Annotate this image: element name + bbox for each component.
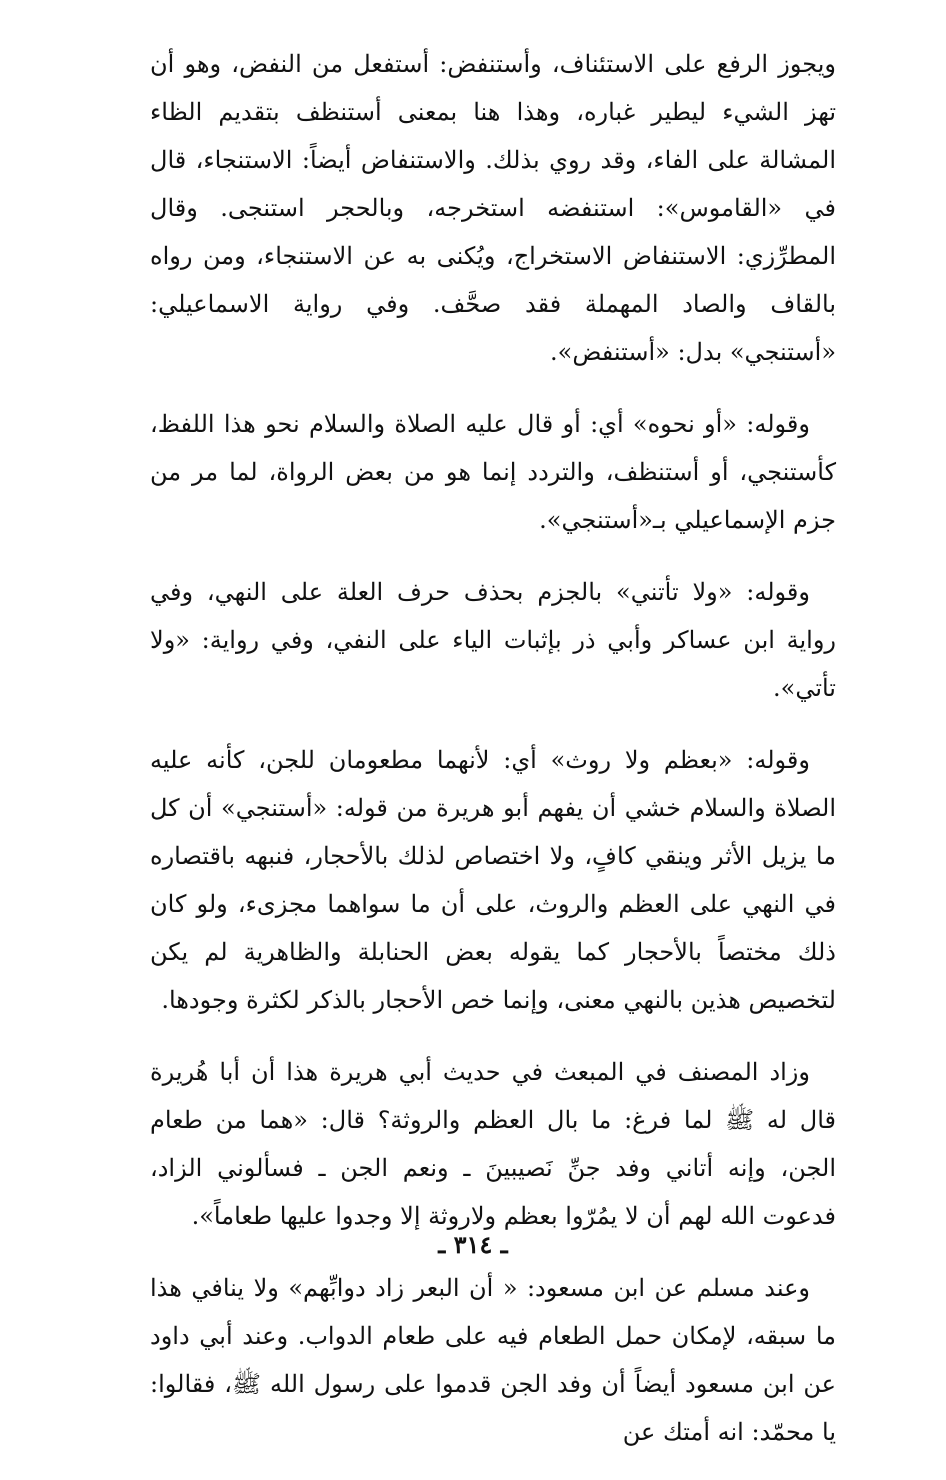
paragraph-6: وعند مسلم عن ابن مسعود: « أن البعر زاد دوابِّهم» ولا ينافي هذا ما سبقه، لإمكان حمل الطعام فيه على طعام الدواب. وعند أبي داود عن ابن مسعود أيضاً أن وفد الجن قدموا على رسول الله ﷺ، فقالوا: يا محمّد: انه أمتك عن <box>150 1274 836 1446</box>
body-text <box>150 40 836 1480</box>
paragraph-3: وقوله: «ولا تأتني» بالجزم بحذف حرف العلة على النهي، وفي رواية ابن عساكر وأبي ذر بإثبات الياء على النفي، وفي رواية: «ولا تأتي». <box>150 578 837 702</box>
paragraph-5: وزاد المصنف في المبعث في حديث أبي هريرة هذا أن أبا هُريرة قال له ﷺ لما فرغ: ما بال العظم والروثة؟ قال: «هما من طعام الجن، وإنه أتاني وفد جنِّ نَصيبينَ ـ ونعم الجن ـ فسألوني الزاد، فدعوت الله لهم أن لا يمُرّوا بعظم ولاروثة إلا وجدوا عليها طعاماً». <box>150 1058 836 1230</box>
paragraph-2: وقوله: «أو نحوه» أي: أو قال عليه الصلاة والسلام نحو هذا اللفظ، كأستنجي، أو أستنظف، والتردد إنما هو من بعض الرواة، لما مر من جزم الإسماعيلي بـ«أستنجي». <box>150 410 836 534</box>
paragraph-4: وقوله: «بعظم ولا روث» أي: لأنهما مطعومان للجن، كأنه عليه الصلاة والسلام خشي أن يفهم أبو هريرة من قوله: «أستنجي» أن كل ما يزيل الأثر وينقي كافٍ، ولا اختصاص لذلك بالأحجار، فنبهه باقتصاره في النهي على العظم والروث، على أن ما سواهما مجزىء، ولو كان ذلك مختصاً بالأحجار كما يقوله بعض الحنابلة والظاهرية لم يكن لتخصيص هذين بالنهي معنى، وإنما خص الأحجار بالذكر لكثرة وجودها. <box>150 746 837 1014</box>
page-number: ـ ٣١٤ ـ <box>438 1230 508 1259</box>
paragraph-1: ويجوز الرفع على الاستئناف، وأستنفض: أستفعل من النفض، وهو أن تهز الشيء ليطير غباره، وهذا هنا بمعنى أستنظف بتقديم الظاء المشالة على الفاء، وقد روي بذلك. والاستنفاض أيضاً: الاستنجاء، قال في «القاموس»: استنفضه استخرجه، وبالحجر استنجى. وقال المطرِّزي: الاستنفاض الاستخراج، ويُكنى به عن الاستنجاء، ومن رواه بالقاف والصاد المهملة فقد صحَّف. وفي رواية الاسماعيلي: «أستنجي» بدل: «أستنفض». <box>150 50 837 366</box>
